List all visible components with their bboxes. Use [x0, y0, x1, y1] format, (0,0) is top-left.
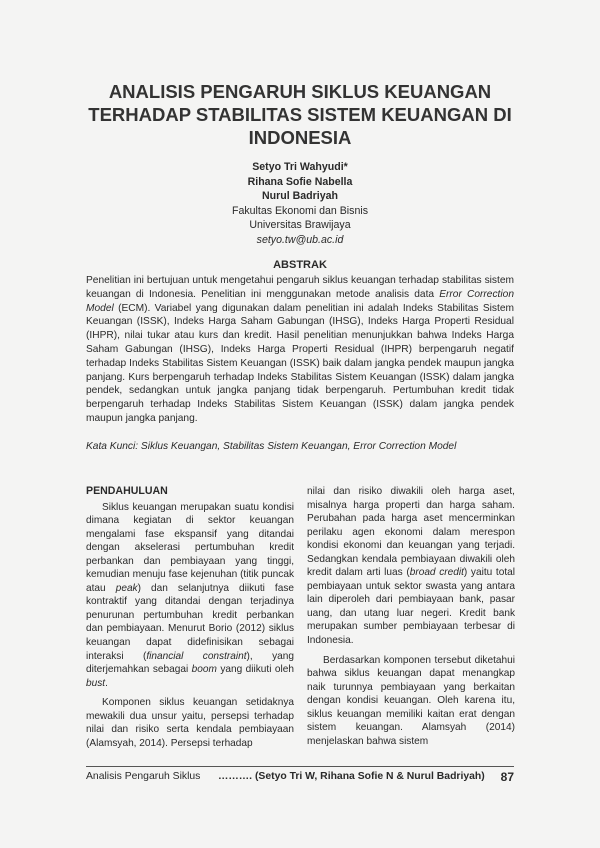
abstract-heading: ABSTRAK [273, 259, 327, 271]
paragraph [307, 485, 515, 648]
footer-authors: ………. (Setyo Tri W, Rihana Sofie N & Nurul Badriyah) [218, 771, 485, 782]
page-footer [86, 771, 514, 787]
paper-title [60, 80, 540, 149]
abstract-emphasis: Error Correction Model [86, 288, 514, 314]
footer-rule [86, 766, 514, 767]
author-name: Rihana Sofie Nabella [247, 175, 353, 188]
text-emphasis: peak [115, 582, 138, 594]
abstract-part: (ECM). Variabel yang digunakan dalam penelitian ini adalah Indeks Stabilitas Sistem Keuangan (ISSK), Indeks Harga Saham Gabungan (IHSG), Indeks Harga Properti Residual (IHPR), nilai tukar atau kurs dan kredit. Hasil penelitian menunjukkan bahwa Indeks Harga Saham Gabungan (IHSG), Indeks Harga Properti Residual (IHPR) berpengaruh negatif terhadap Indeks Stabilitas Sistem Keuangan (ISSK) baik dalam jangka pendek maupun jangka panjang. Kurs berpengaruh terhadap Indeks Stabilitas Sistem Keuangan (ISSK) dalam jangka pendek, sedangkan untuk jangka panjang tidak berpengaruh. Pertumbuhan kredit tidak berpengaruh terhadap Indeks Stabilitas Sistem Keuangan (ISSK) dalam jangka pendek maupun jangka panjang. [86, 302, 514, 424]
text-run: ), yang diterjemahkan sebagai [86, 650, 294, 676]
paragraph: Komponen siklus keuangan setidaknya mewakili dua unsur yaitu, persepsi terhadap nilai dan risiko serta kendala pembiayaan (Alamsyah, 2014). Persepsi terhadap [86, 697, 294, 749]
author-name: Setyo Tri Wahyudi* [252, 161, 348, 173]
text-run: nilai dan risiko diwakili oleh harga aset, misalnya harga properti dan harga saham. Perubahan pada harga aset mencerminkan perilaku agen ekonomi dalam merespon kondisi ekonomi dan keuangan yang terjadi. Sedangkan kendala pembiayaan diwakili oleh kredit dalam arti luas ( [307, 486, 515, 579]
text-run: yang diikuti oleh [216, 664, 294, 676]
affiliation-line: Universitas Brawijaya [249, 219, 351, 231]
abstract-part: Penelitian ini bertujuan untuk mengetahui pengaruh siklus keuangan terhadap stabilitas sistem keuangan di Indonesia. Penelitian ini menggunakan metode analisis data [86, 275, 514, 300]
text-emphasis: financial constraint [146, 650, 247, 662]
text-run: Siklus keuangan merupakan suatu kondisi dimana kegiatan di sektor keuangan mengalami fase ekspansif yang ditandai dengan akselerasi pertumbuhan kredit perbankan dan pembiayaan yang tinggi, kemudian menuju fase kejenuhan (titik puncak atau [86, 501, 294, 594]
author-email: setyo.tw@ub.ac.id [256, 233, 344, 246]
title-line-1: ANALISIS PENGARUH SIKLUS KEUANGAN [108, 81, 492, 102]
author-block [100, 160, 500, 247]
keywords: Kata Kunci: Siklus Keuangan, Stabilitas Sistem Keuangan, Error Correction Model [86, 441, 457, 452]
abstract-text [86, 274, 514, 426]
paragraph [86, 501, 294, 691]
title-line-3: INDONESIA [248, 127, 352, 148]
text-run: . [105, 677, 108, 689]
text-emphasis: broad credit [409, 567, 464, 579]
affiliation-line: Fakultas Ekonomi dan Bisnis [231, 204, 369, 217]
text-emphasis: bust [86, 677, 106, 689]
text-emphasis: boom [191, 664, 217, 676]
paragraph: Berdasarkan komponen tersebut diketahui bahwa siklus keuangan dapat menangkap naik turunnya pembiayaan yang berkaitan dengan kondisi keuangan. Oleh karena itu, siklus keuangan memiliki kaitan erat dengan sistem keuangan. Alamsyah (2014) menjelaskan bahwa sistem [307, 654, 515, 747]
author-name: Nurul Badriyah [262, 190, 338, 202]
text-run: ) dan selanjutnya diikuti fase kontraktif yang ditandai dengan terjadinya penurunan pertumbuhan kredit perbankan dan pembiayaan. Menurut Borio (2012) siklus keuangan dapat didefinisikan sebagai interaksi ( [86, 582, 295, 662]
title-line-2: TERHADAP STABILITAS SISTEM KEUANGAN DI [88, 104, 512, 125]
page-number: 87 [500, 770, 514, 784]
text-run: ) yaitu total pembiayaan untuk sektor swasta yang antara lain diperoleh dari pembiayaan bank, pasar uang, dan utang luar negeri. Kredit bank merupakan sumber pembiayaan terbesar di Indonesia. [307, 567, 515, 647]
left-column [86, 485, 294, 750]
section-heading: PENDAHULUAN [86, 485, 168, 497]
footer-running-title: Analisis Pengaruh Siklus [86, 771, 201, 782]
right-column [307, 485, 515, 748]
